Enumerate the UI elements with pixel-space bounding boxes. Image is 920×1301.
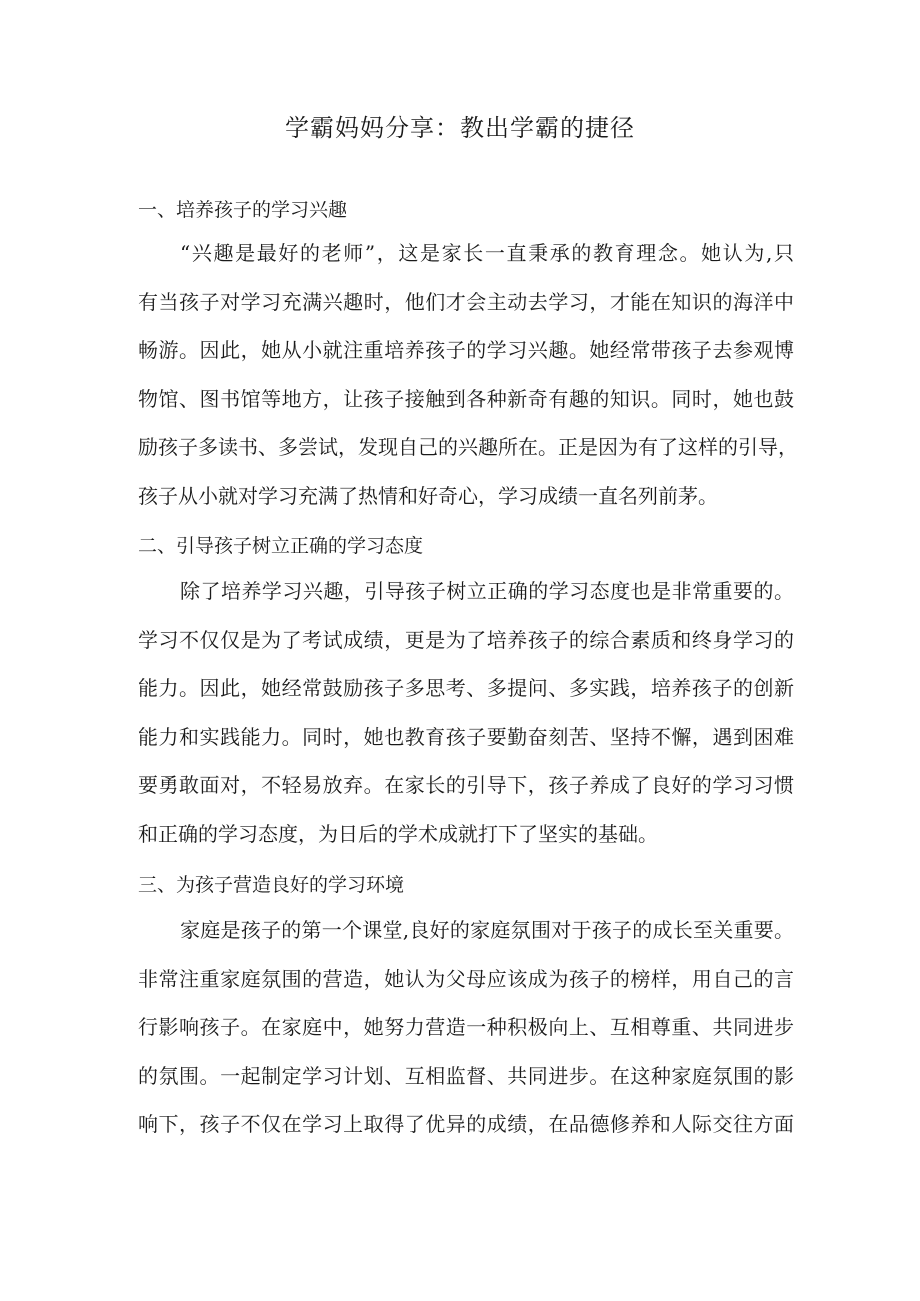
paragraph-line: 能力。因此，她经常鼓励孩子多思考、多提问、多实践，培养孩子的创新 [138, 676, 794, 700]
paragraph-line: “兴趣是最好的老师”，这是家长一直秉承的教育理念。她认为,只 [180, 241, 794, 265]
paragraph-line: 和正确的学习态度，为日后的学术成就打下了坚实的基础。 [138, 821, 658, 846]
document-title: 学霸妈妈分享：教出学霸的捷径 [285, 114, 635, 142]
paragraph-line: 学习不仅仅是为了考试成绩，更是为了培养孩子的综合素质和终身学习的 [138, 627, 794, 652]
paragraph-line: 家庭是孩子的第一个课堂,良好的家庭氛围对于孩子的成长至关重要。 [180, 918, 794, 942]
paragraph-line: 有当孩子对学习充满兴趣时，他们才会主动去学习，才能在知识的海洋中 [138, 289, 794, 314]
paragraph-line: 行影响孩子。在家庭中，她努力营造一种积极向上、互相尊重、共同进步 [138, 1015, 794, 1039]
paragraph-line: 非常注重家庭氛围的营造，她认为父母应该成为孩子的榜样，用自己的言 [138, 966, 794, 991]
paragraph-line: 孩子从小就对学习充满了热情和好奇心，学习成绩一直名列前茅。 [138, 483, 718, 508]
paragraph-line: 能力和实践能力。同时，她也教育孩子要勤奋刻苦、坚持不懈，遇到困难 [138, 724, 794, 749]
paragraph-line: 的氛围。一起制定学习计划、互相监督、共同进步。在这种家庭氛围的影 [138, 1063, 794, 1088]
paragraph-line: 除了培养学习兴趣，引导孩子树立正确的学习态度也是非常重要的。 [180, 579, 794, 603]
paragraph-line: 要勇敢面对，不轻易放弃。在家长的引导下，孩子养成了良好的学习习惯 [138, 773, 794, 797]
paragraph-line: 励孩子多读书、多尝试，发现自己的兴趣所在。正是因为有了这样的引导， [138, 435, 798, 459]
section-paragraph-3 [138, 915, 794, 1158]
paragraph-line: 物馆、图书馆等地方，让孩子接触到各种新奇有趣的知识。同时，她也鼓 [138, 386, 794, 411]
section-heading-1: 一、培养孩子的学习兴趣 [138, 199, 348, 221]
section-heading-2: 二、引导孩子树立正确的学习态度 [138, 535, 424, 557]
paragraph-line: 响下，孩子不仅在学习上取得了优异的成绩，在品德修养和人际交往方面 [138, 1112, 794, 1136]
paragraph-line: 畅游。因此，她从小就注重培养孩子的学习兴趣。她经常带孩子去参观博 [138, 338, 794, 362]
section-paragraph-2 [138, 576, 794, 867]
section-paragraph-1 [138, 238, 798, 529]
section-heading-3: 三、为孩子营造良好的学习环境 [138, 874, 405, 896]
